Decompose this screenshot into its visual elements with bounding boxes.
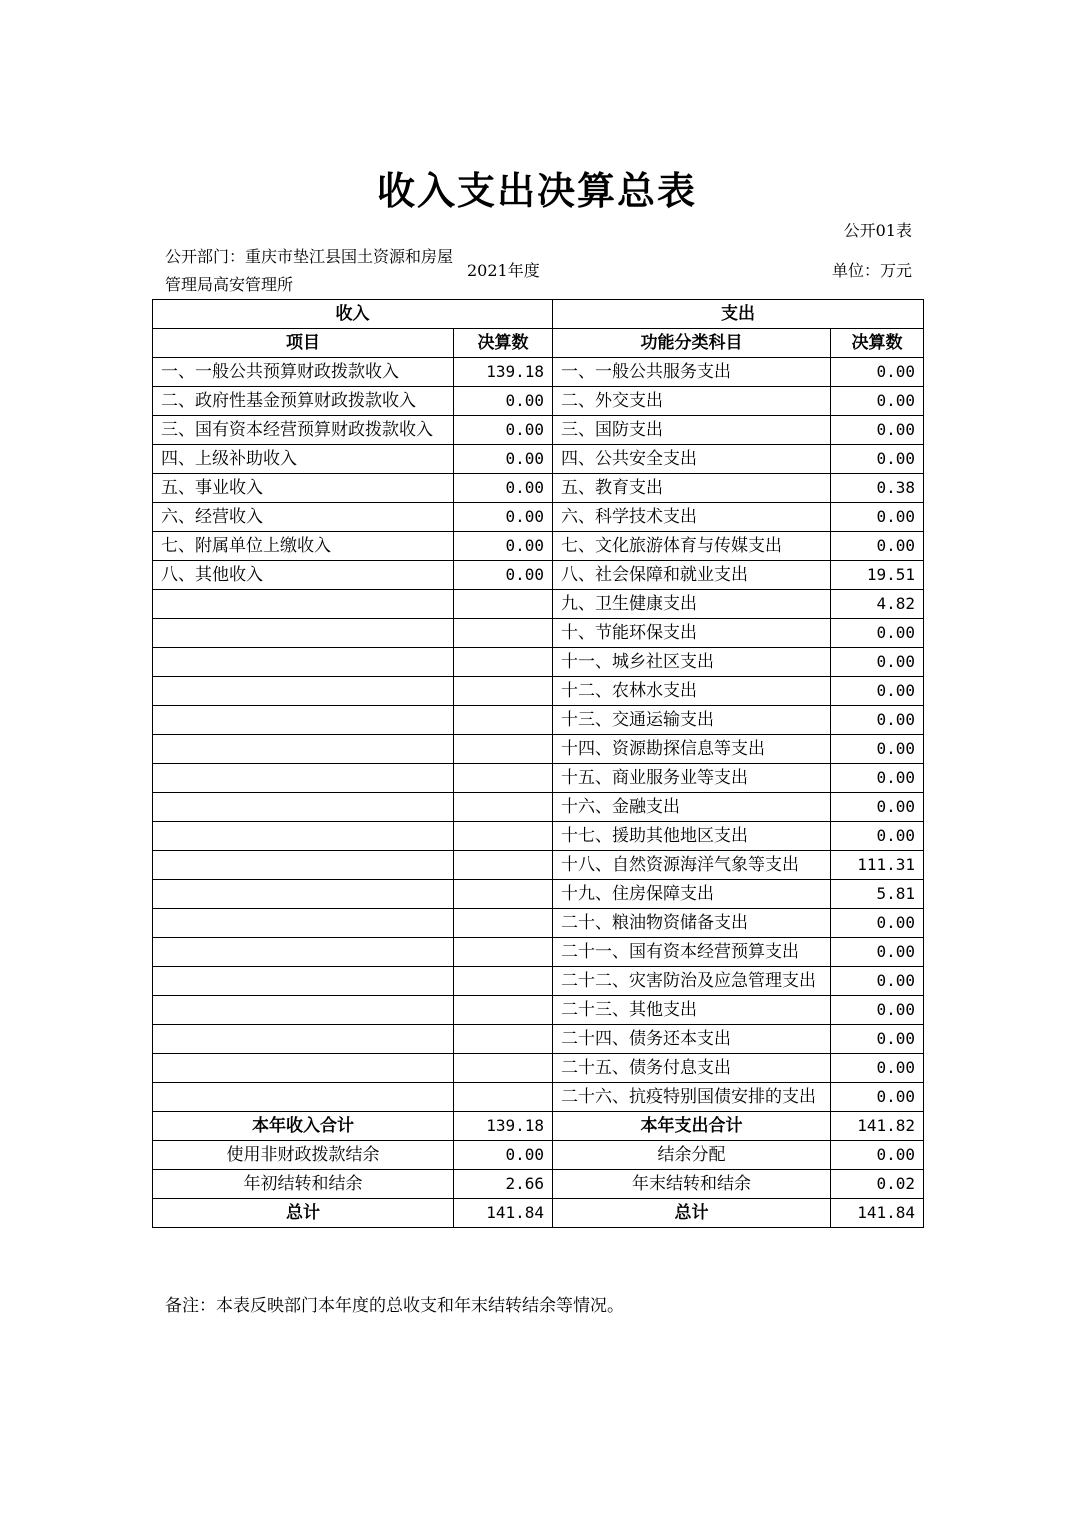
income-amount: 0.00 [454,445,553,474]
income-amount [454,996,553,1025]
table-row [153,764,924,793]
income-amount: 139.18 [454,358,553,387]
income-header: 收入 [153,300,553,329]
expense-amount: 0.00 [831,648,924,677]
income-amount [454,706,553,735]
income-amount: 0.00 [454,532,553,561]
summary-income-label: 本年收入合计 [153,1112,454,1141]
expense-item: 一、一般公共服务支出 [553,358,831,387]
expense-amount: 0.00 [831,793,924,822]
footnote: 备注：本表反映部门本年度的总收支和年末结转结余等情况。 [165,1296,624,1316]
table-row [153,648,924,677]
expense-item: 二十四、债务还本支出 [553,1025,831,1054]
expense-amount: 19.51 [831,561,924,590]
expense-item: 二十三、其他支出 [553,996,831,1025]
income-item: 三、国有资本经营预算财政拨款收入 [153,416,454,445]
expense-item: 三、国防支出 [553,416,831,445]
income-amount [454,909,553,938]
expense-item: 十八、自然资源海洋气象等支出 [553,851,831,880]
expense-amount: 4.82 [831,590,924,619]
income-amount [454,735,553,764]
income-amount [454,648,553,677]
expense-item: 二十一、国有资本经营预算支出 [553,938,831,967]
summary-expense-amount: 0.00 [831,1141,924,1170]
income-amount [454,1083,553,1112]
income-amount [454,619,553,648]
table-row [153,938,924,967]
income-item [153,967,454,996]
table-row [153,561,924,590]
summary-expense-amount: 0.02 [831,1170,924,1199]
table-row [153,1054,924,1083]
expense-amount: 0.00 [831,764,924,793]
table-row [153,619,924,648]
expense-amount: 0.38 [831,474,924,503]
income-amount: 0.00 [454,503,553,532]
expense-item: 六、科学技术支出 [553,503,831,532]
expense-amount: 0.00 [831,967,924,996]
income-item [153,938,454,967]
income-item [153,706,454,735]
summary-expense-amount: 141.84 [831,1199,924,1228]
summary-row [153,1112,924,1141]
income-item: 七、附属单位上缴收入 [153,532,454,561]
table-row [153,967,924,996]
summary-income-amount: 2.66 [454,1170,553,1199]
table-row [153,590,924,619]
table-row [153,880,924,909]
income-amount: 0.00 [454,387,553,416]
expense-item: 二十二、灾害防治及应急管理支出 [553,967,831,996]
expense-item: 十五、商业服务业等支出 [553,764,831,793]
expense-amount: 0.00 [831,822,924,851]
expense-item: 七、文化旅游体育与传媒支出 [553,532,831,561]
expense-amount: 5.81 [831,880,924,909]
table-row [153,503,924,532]
year-label: 2021年度 [467,261,540,280]
expense-amount: 0.00 [831,1054,924,1083]
expense-item: 十一、城乡社区支出 [553,648,831,677]
income-amount [454,880,553,909]
income-item [153,764,454,793]
expense-item: 二十、粮油物资储备支出 [553,909,831,938]
income-item [153,909,454,938]
summary-expense-label: 本年支出合计 [553,1112,831,1141]
summary-expense-label: 结余分配 [553,1141,831,1170]
budget-table [152,299,924,1228]
income-item: 二、政府性基金预算财政拨款收入 [153,387,454,416]
table-row [153,358,924,387]
income-item [153,880,454,909]
income-item [153,851,454,880]
expense-item: 二、外交支出 [553,387,831,416]
income-item [153,793,454,822]
income-amount: 0.00 [454,561,553,590]
expense-item: 十四、资源勘探信息等支出 [553,735,831,764]
summary-expense-label: 总计 [553,1199,831,1228]
summary-income-amount: 0.00 [454,1141,553,1170]
expense-item: 五、教育支出 [553,474,831,503]
summary-row [153,1199,924,1228]
expense-item: 十七、援助其他地区支出 [553,822,831,851]
expense-amount: 0.00 [831,706,924,735]
expense-amount: 0.00 [831,996,924,1025]
income-amount [454,938,553,967]
income-item [153,619,454,648]
income-amount [454,793,553,822]
income-item [153,677,454,706]
table-row [153,996,924,1025]
income-amount [454,822,553,851]
table-row [153,677,924,706]
income-item [153,735,454,764]
income-item [153,1025,454,1054]
table-row [153,532,924,561]
expense-item: 十、节能环保支出 [553,619,831,648]
income-amount [454,1054,553,1083]
expense-amount: 0.00 [831,387,924,416]
income-amount [454,967,553,996]
expense-amount: 0.00 [831,416,924,445]
expense-amount: 0.00 [831,503,924,532]
expense-amount: 0.00 [831,532,924,561]
summary-income-amount: 141.84 [454,1199,553,1228]
income-item [153,590,454,619]
expense-amount: 0.00 [831,735,924,764]
expense-item: 九、卫生健康支出 [553,590,831,619]
function-item-header: 功能分类科目 [553,329,831,358]
table-row [153,822,924,851]
income-item: 六、经营收入 [153,503,454,532]
expense-amount: 0.00 [831,1025,924,1054]
summary-income-amount: 139.18 [454,1112,553,1141]
summary-expense-amount: 141.82 [831,1112,924,1141]
income-amount [454,1025,553,1054]
item-header: 项目 [153,329,454,358]
income-item [153,996,454,1025]
expense-amount: 111.31 [831,851,924,880]
table-row [153,851,924,880]
income-amount [454,677,553,706]
expense-amount: 0.00 [831,909,924,938]
income-item [153,822,454,851]
income-amount: 0.00 [454,474,553,503]
income-amount [454,764,553,793]
summary-income-label: 使用非财政拨款结余 [153,1141,454,1170]
income-item [153,1054,454,1083]
table-row [153,416,924,445]
summary-income-label: 总计 [153,1199,454,1228]
income-item: 四、上级补助收入 [153,445,454,474]
income-item [153,1083,454,1112]
table-row [153,909,924,938]
table-row [153,474,924,503]
expense-item: 十九、住房保障支出 [553,880,831,909]
expense-amount: 0.00 [831,938,924,967]
income-item: 八、其他收入 [153,561,454,590]
table-row [153,445,924,474]
income-item: 一、一般公共预算财政拨款收入 [153,358,454,387]
amount-header: 决算数 [454,329,553,358]
expense-item: 二十六、抗疫特别国债安排的支出 [553,1083,831,1112]
expense-item: 二十五、债务付息支出 [553,1054,831,1083]
expense-item: 十六、金融支出 [553,793,831,822]
expense-item: 十二、农林水支出 [553,677,831,706]
expense-amount: 0.00 [831,445,924,474]
summary-row [153,1170,924,1199]
income-item: 五、事业收入 [153,474,454,503]
table-row [153,1083,924,1112]
summary-income-label: 年初结转和结余 [153,1170,454,1199]
income-amount [454,590,553,619]
amount-header-2: 决算数 [831,329,924,358]
table-row [153,793,924,822]
page-title: 收入支出决算总表 [376,169,697,213]
summary-row [153,1141,924,1170]
department-label: 公开部门：重庆市垫江县国土资源和房屋管理局高安管理所 [165,247,454,294]
income-amount: 0.00 [454,416,553,445]
expense-amount: 0.00 [831,619,924,648]
unit-label: 单位：万元 [831,261,912,280]
form-number: 公开01表 [843,221,912,240]
expense-amount: 0.00 [831,358,924,387]
income-amount [454,851,553,880]
expense-item: 四、公共安全支出 [553,445,831,474]
income-item [153,648,454,677]
expense-amount: 0.00 [831,1083,924,1112]
table-row [153,706,924,735]
table-row [153,387,924,416]
expense-item: 十三、交通运输支出 [553,706,831,735]
expense-amount: 0.00 [831,677,924,706]
table-row [153,735,924,764]
summary-expense-label: 年末结转和结余 [553,1170,831,1199]
expense-item: 八、社会保障和就业支出 [553,561,831,590]
expense-header: 支出 [553,300,924,329]
table-row [153,1025,924,1054]
